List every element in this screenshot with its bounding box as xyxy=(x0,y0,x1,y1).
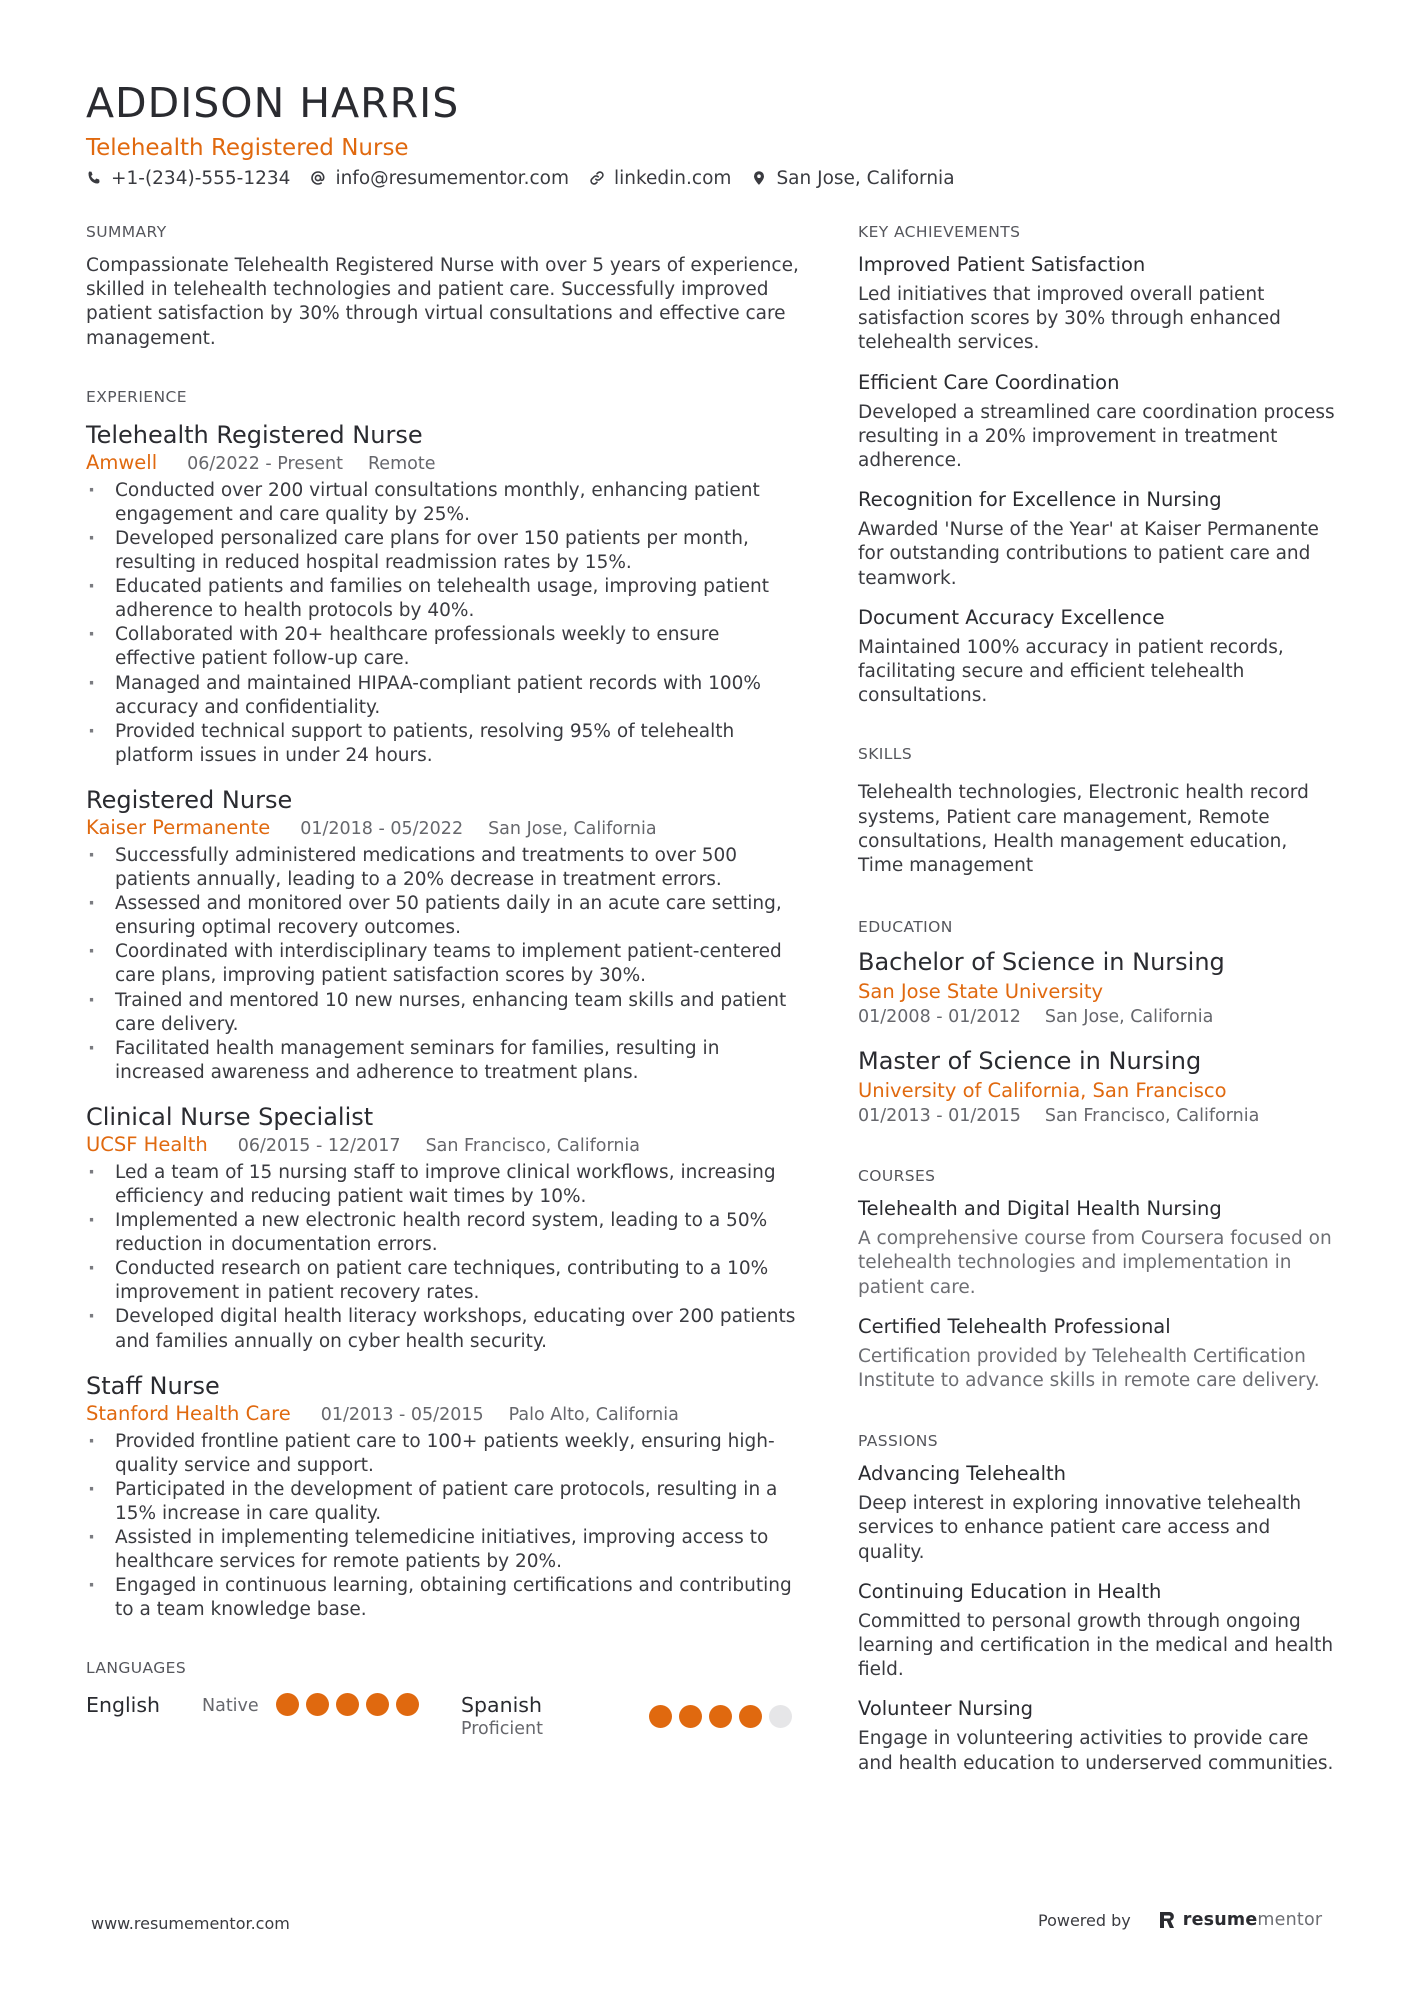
passion-item xyxy=(858,1461,1336,1565)
job-bullet: · Led a team of 15 nursing staff to improve clinical workflows, increasing efficiency and reducing patient wait times by 10%. xyxy=(86,1161,801,1209)
achievement-item xyxy=(858,370,1336,474)
language-item xyxy=(461,1692,801,1740)
languages-section xyxy=(86,1658,801,1740)
course-item xyxy=(858,1196,1336,1300)
rating-dots xyxy=(649,1705,799,1728)
passion-title: Advancing Telehealth xyxy=(858,1462,1067,1486)
course-item xyxy=(858,1314,1336,1393)
rating-dot-empty xyxy=(769,1705,792,1728)
summary-heading: SUMMARY xyxy=(86,223,167,241)
job-bullet: · Trained and mentored 10 new nurses, enhancing team skills and patient care delivery. xyxy=(86,989,801,1037)
education-dates: 01/2013 - 01/2015 xyxy=(858,1106,1021,1127)
link-icon xyxy=(589,170,605,186)
job-title: Clinical Nurse Specialist xyxy=(86,1102,374,1131)
rating-dot-filled xyxy=(679,1705,702,1728)
job-company: UCSF Health xyxy=(86,1132,208,1156)
contact-bar xyxy=(86,166,975,190)
job-location: Palo Alto, California xyxy=(508,1404,679,1425)
achievement-item xyxy=(858,252,1336,356)
footer-branding xyxy=(1038,1910,1322,1930)
job-location: San Jose, California xyxy=(488,818,657,839)
job-entry xyxy=(86,1372,801,1623)
course-desc: A comprehensive course from Coursera focused on telehealth technologies and implementation in patient care. xyxy=(858,1228,1332,1298)
achievement-desc: Maintained 100% accuracy in patient records, facilitating secure and efficient telehealth consultations. xyxy=(858,636,1284,707)
education-meta xyxy=(858,1105,1336,1128)
summary-section xyxy=(86,222,801,351)
passion-item xyxy=(858,1696,1336,1775)
passion-desc: Deep interest in exploring innovative telehealth services to enhance patient care access and quality. xyxy=(858,1493,1302,1563)
job-dates: 01/2018 - 05/2022 xyxy=(300,818,464,839)
job-meta xyxy=(86,451,801,476)
language-level: Proficient xyxy=(461,1719,543,1740)
at-icon xyxy=(310,170,326,186)
job-bullet: · Developed digital health literacy workshops, educating over 200 patients and families annually on cyber health security. xyxy=(86,1305,801,1353)
achievement-desc: Developed a streamlined care coordination process resulting in a 20% improvement in treatment adherence. xyxy=(858,401,1335,472)
job-bullet: · Provided technical support to patients, resolving 95% of telehealth platform issues in under 24 hours. xyxy=(86,720,801,768)
passion-desc: Committed to personal growth through ongoing learning and certification in the medical and health field. xyxy=(858,1610,1334,1681)
job-bullet: · Facilitated health management seminars for families, resulting in increased awareness and adherence to treatment plans. xyxy=(86,1037,801,1085)
skills-heading: SKILLS xyxy=(858,745,913,764)
footer-website-link[interactable]: www.resumementor.com xyxy=(91,1914,290,1933)
languages-heading: LANGUAGES xyxy=(86,1659,187,1678)
job-meta xyxy=(86,816,801,841)
summary-text: Compassionate Telehealth Registered Nurse with over 5 years of experience, skilled in telehealth technologies and patient care. Successfully improved patient satisfaction by 30% through virtual consultations and effective care management. xyxy=(86,255,799,349)
education-dates: 01/2008 - 01/2012 xyxy=(858,1007,1021,1028)
powered-by-label: Powered by xyxy=(1038,1910,1131,1930)
left-column xyxy=(86,222,801,1740)
language-text xyxy=(461,1692,649,1740)
achievement-item xyxy=(858,605,1336,709)
education-school: University of California, San Francisco xyxy=(858,1079,1227,1103)
language-item xyxy=(86,1692,461,1740)
job-bullet: · Conducted over 200 virtual consultations monthly, enhancing patient engagement and care quality by 25%. xyxy=(86,479,801,527)
course-desc: Certification provided by Telehealth Certification Institute to advance skills in remote care delivery. xyxy=(858,1345,1320,1392)
job-bullets xyxy=(86,479,801,768)
job-bullet: · Engaged in continuous learning, obtaining certifications and contributing to a team knowledge base. xyxy=(86,1574,801,1622)
passion-desc: Engage in volunteering activities to provide care and health education to underserved communities. xyxy=(858,1728,1334,1774)
job-bullet: · Assessed and monitored over 50 patients daily in an acute care setting, ensuring optimal recovery outcomes. xyxy=(86,892,801,940)
resumementor-logo-icon xyxy=(1159,1911,1175,1929)
job-bullet: · Developed personalized care plans for over 150 patients per month, resulting in reduced hospital readmission rates by 15%. xyxy=(86,527,801,575)
rating-dot-filled xyxy=(709,1705,732,1728)
education-section xyxy=(858,917,1336,1128)
education-degree: Bachelor of Science in Nursing xyxy=(858,948,1225,977)
phone-icon xyxy=(86,170,102,186)
passion-title: Continuing Education in Health xyxy=(858,1579,1162,1603)
job-title: Telehealth Registered Nurse xyxy=(86,420,423,449)
course-title: Certified Telehealth Professional xyxy=(858,1314,1171,1338)
contact-linkedin[interactable] xyxy=(589,168,731,189)
rating-dot-filled xyxy=(336,1693,359,1716)
job-company: Amwell xyxy=(86,450,158,474)
job-bullet: · Successfully administered medications and treatments to over 500 patients annually, leading to a 20% decrease in treatment errors. xyxy=(86,844,801,892)
job-company: Kaiser Permanente xyxy=(86,815,271,839)
rating-dot-filled xyxy=(739,1705,762,1728)
achievement-desc: Awarded 'Nurse of the Year' at Kaiser Permanente for outstanding contributions to patient care and teamwork. xyxy=(858,519,1319,589)
job-entry xyxy=(86,421,801,768)
passions-section xyxy=(858,1431,1336,1776)
education-item xyxy=(858,947,1336,1029)
contact-email-text: info@resumementor.com xyxy=(335,167,569,189)
course-title: Telehealth and Digital Health Nursing xyxy=(858,1197,1222,1221)
job-entry xyxy=(86,1103,801,1354)
job-bullets xyxy=(86,844,801,1085)
education-school: San Jose State University xyxy=(858,980,1104,1004)
achievement-title: Recognition for Excellence in Nursing xyxy=(858,488,1222,512)
experience-heading: EXPERIENCE xyxy=(86,387,187,406)
job-bullet: · Conducted research on patient care techniques, contributing to a 10% improvement in patient recovery rates. xyxy=(86,1257,801,1305)
contact-location-text: San Jose, California xyxy=(776,167,955,189)
rating-dot-filled xyxy=(276,1693,299,1716)
job-company: Stanford Health Care xyxy=(86,1401,291,1425)
brand-name-bold: resume xyxy=(1182,1910,1258,1930)
courses-heading: COURSES xyxy=(858,1167,936,1186)
courses-section xyxy=(858,1166,1336,1393)
job-bullet: · Collaborated with 20+ healthcare professionals weekly to ensure effective patient follow-up care. xyxy=(86,623,801,671)
job-entry xyxy=(86,786,801,1085)
rating-dot-filled xyxy=(649,1705,672,1728)
candidate-role: Telehealth Registered Nurse xyxy=(86,135,409,161)
job-dates: 01/2013 - 05/2015 xyxy=(320,1404,484,1425)
achievement-item xyxy=(858,487,1336,591)
education-meta xyxy=(858,1006,1336,1029)
rating-dot-filled xyxy=(306,1693,329,1716)
right-column xyxy=(858,222,1336,1776)
education-location: San Francisco, California xyxy=(1044,1106,1260,1127)
education-location: San Jose, California xyxy=(1044,1007,1214,1028)
education-heading: EDUCATION xyxy=(858,918,953,937)
contact-location xyxy=(751,168,954,189)
contact-linkedin-text: linkedin.com xyxy=(613,167,732,189)
brand-logo-link[interactable] xyxy=(1159,1910,1323,1930)
job-bullet: · Coordinated with interdisciplinary teams to implement patient-centered care plans, improving patient satisfaction scores by 30%. xyxy=(86,940,801,988)
job-dates: 06/2022 - Present xyxy=(187,453,343,474)
skills-text: Telehealth technologies, Electronic health record systems, Patient care management, Remote consultations, Health management education, Time management xyxy=(858,782,1309,877)
languages-list xyxy=(86,1692,801,1740)
location-pin-icon xyxy=(751,170,767,186)
job-title: Staff Nurse xyxy=(86,1371,220,1400)
achievement-title: Improved Patient Satisfaction xyxy=(858,253,1146,276)
achievements-heading: KEY ACHIEVEMENTS xyxy=(858,223,1021,241)
achievements-section xyxy=(858,222,1336,708)
achievement-title: Efficient Care Coordination xyxy=(858,370,1120,394)
brand-name-light: mentor xyxy=(1257,1910,1323,1930)
job-location: San Francisco, California xyxy=(425,1135,641,1156)
job-bullets xyxy=(86,1430,801,1623)
job-bullet: · Implemented a new electronic health record system, leading to a 50% reduction in documentation errors. xyxy=(86,1209,801,1257)
language-level: Native xyxy=(202,1696,259,1717)
job-bullets xyxy=(86,1161,801,1354)
education-item xyxy=(858,1046,1336,1128)
job-dates: 06/2015 - 12/2017 xyxy=(237,1135,401,1156)
rating-dots xyxy=(276,1693,426,1716)
experience-section xyxy=(86,387,801,1623)
rating-dot-filled xyxy=(396,1693,419,1716)
job-title: Registered Nurse xyxy=(86,785,293,814)
contact-phone-text: +1-(234)-555-1234 xyxy=(111,167,291,189)
job-meta xyxy=(86,1133,801,1158)
contact-phone[interactable] xyxy=(86,168,290,189)
job-bullet: · Provided frontline patient care to 100+ patients weekly, ensuring high-quality service and support. xyxy=(86,1430,801,1478)
achievement-desc: Led initiatives that improved overall patient satisfaction scores by 30% through enhanced telehealth services. xyxy=(858,284,1281,354)
job-bullet: · Educated patients and families on telehealth usage, improving patient adherence to health protocols by 40%. xyxy=(86,575,801,623)
passion-item xyxy=(858,1579,1336,1683)
candidate-name: ADDISON HARRIS xyxy=(86,79,460,127)
rating-dot-filled xyxy=(366,1693,389,1716)
language-name: Spanish xyxy=(461,1693,542,1718)
contact-email[interactable] xyxy=(310,168,569,189)
job-meta xyxy=(86,1402,801,1427)
job-location: Remote xyxy=(367,453,436,474)
achievement-title: Document Accuracy Excellence xyxy=(858,605,1165,629)
passion-title: Volunteer Nursing xyxy=(858,1697,1034,1721)
job-bullet: · Participated in the development of patient care protocols, resulting in a 15% increase in care quality. xyxy=(86,1478,801,1526)
job-bullet: · Managed and maintained HIPAA-compliant patient records with 100% accuracy and confidentiality. xyxy=(86,672,801,720)
skills-section xyxy=(858,744,1336,878)
education-degree: Master of Science in Nursing xyxy=(858,1047,1202,1076)
language-name: English xyxy=(86,1693,161,1718)
passions-heading: PASSIONS xyxy=(858,1432,939,1451)
job-bullet: · Assisted in implementing telemedicine initiatives, improving access to healthcare services for remote patients by 20%. xyxy=(86,1526,801,1574)
